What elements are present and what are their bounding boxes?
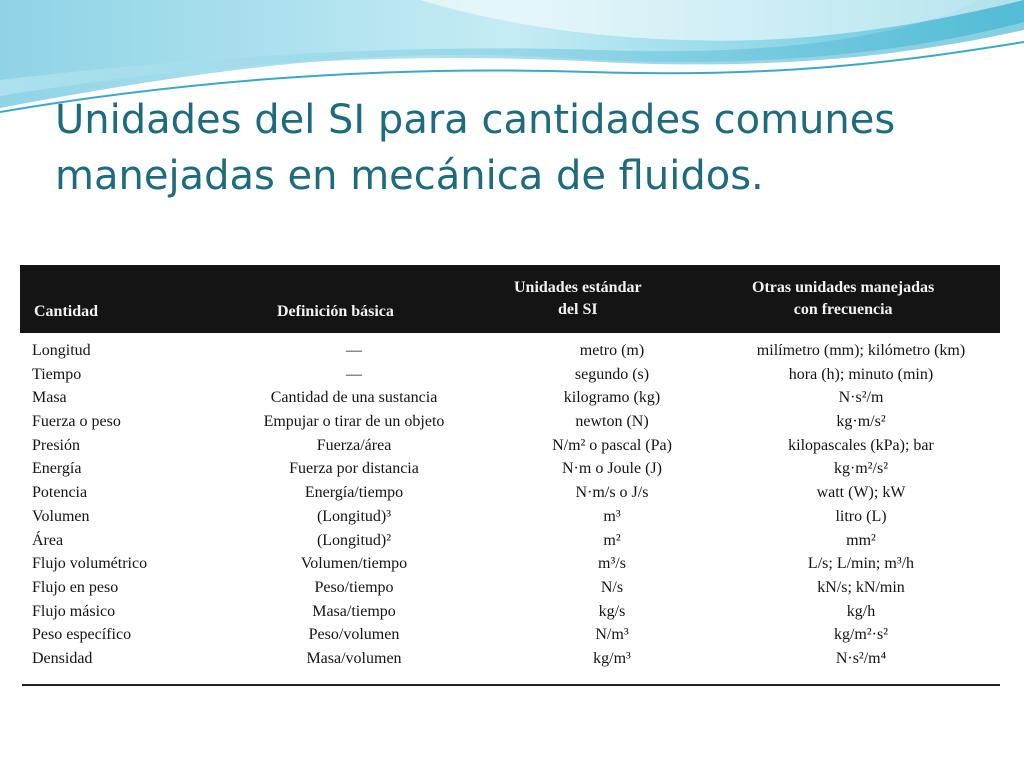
header-cantidad: Cantidad [34,303,99,320]
table-row [18,601,1002,625]
cell-otras: litro (L) [835,507,887,525]
cell-cantidad: Fuerza o peso [32,413,121,431]
header-si-line-2: del SI [558,301,598,318]
table-row [18,364,1002,388]
cell-cantidad: Densidad [32,649,93,667]
cell-definicion: Energía/tiempo [304,484,404,502]
cell-definicion: (Longitud)³ [316,507,392,525]
cell-definicion: — [346,342,362,359]
cell-cantidad: Flujo en peso [32,578,119,596]
cell-otras: mm² [846,531,876,549]
header-definicion: Definición básica [277,303,394,320]
header-otras-line-1: Otras unidades manejadas [752,279,935,296]
header-otras-line-2: con frecuencia [793,301,893,318]
cell-si: N/m³ [595,626,629,644]
cell-cantidad: Área [32,531,64,549]
header-otras [752,277,934,321]
cell-otras: kg/h [846,602,876,620]
table-row [18,553,1002,577]
cell-definicion: Fuerza por distancia [289,460,419,478]
cell-cantidad: Potencia [32,484,88,502]
cell-si: metro (m) [579,342,645,359]
cell-cantidad: Energía [32,460,82,478]
cell-si: newton (N) [575,413,649,431]
cell-cantidad: Flujo másico [32,602,116,620]
table-row [18,577,1002,601]
header-si [514,277,642,321]
cell-definicion: Cantidad de una sustancia [270,389,438,407]
cell-si: N·m/s o J/s [575,484,649,502]
units-table [18,262,1002,692]
table-body [18,340,1002,672]
table-row [18,435,1002,459]
cell-otras: kg·m²/s² [833,460,889,478]
cell-definicion: — [346,365,362,383]
cell-definicion: Empujar o tirar de un objeto [263,413,445,431]
cell-otras: kg/m²·s² [833,626,889,644]
table-row [18,340,1002,364]
cell-otras: kilopascales (kPa); bar [788,436,934,454]
cell-cantidad: Presión [32,436,80,454]
cell-definicion: Peso/tiempo [314,578,394,596]
table-row [18,387,1002,411]
table-row [18,624,1002,648]
cell-si: N/m² o pascal (Pa) [552,436,672,454]
cell-otras: L/s; L/min; m³/h [807,555,915,573]
cell-si: segundo (s) [574,365,650,383]
table-bottom-rule [22,684,1000,686]
cell-definicion: Masa/volumen [306,649,402,667]
page-title [55,92,995,204]
cell-definicion: Volumen/tiempo [300,555,408,573]
title-line-2: manejadas en mecánica de fluidos. [55,153,764,199]
cell-si: kg/s [598,602,626,620]
table-row [18,482,1002,506]
cell-otras: kg·m/s² [836,413,886,431]
cell-si: m³/s [598,555,626,573]
header-si-line-1: Unidades estándar [514,279,642,296]
cell-otras: hora (h); minuto (min) [788,365,934,383]
cell-si: N·m o Joule (J) [562,460,662,478]
title-line-1: Unidades del SI para cantidades comunes [55,97,896,143]
table-row [18,411,1002,435]
table-header [20,265,1000,333]
cell-si: m² [603,531,621,549]
cell-si: kg/m³ [593,649,631,667]
cell-definicion: (Longitud)² [316,531,392,549]
table-row [18,458,1002,482]
cell-otras: N·s²/m⁴ [835,649,887,667]
cell-cantidad: Longitud [32,342,91,359]
cell-cantidad: Peso específico [32,626,132,644]
cell-otras: kN/s; kN/min [817,578,905,596]
cell-cantidad: Flujo volumétrico [32,555,148,573]
cell-otras: watt (W); kW [816,484,906,502]
cell-si: kilogramo (kg) [563,389,661,407]
cell-definicion: Fuerza/área [316,436,392,454]
cell-cantidad: Masa [32,389,67,407]
cell-cantidad: Tiempo [32,365,82,383]
cell-cantidad: Volumen [32,507,90,525]
cell-definicion: Peso/volumen [308,626,400,644]
cell-otras: N·s²/m [838,389,884,407]
cell-si: N/s [600,578,624,596]
table-row [18,530,1002,554]
cell-definicion: Masa/tiempo [312,602,396,620]
table-row [18,648,1002,672]
table-row [18,506,1002,530]
cell-otras: milímetro (mm); kilómetro (km) [756,342,966,359]
cell-si: m³ [603,507,621,525]
